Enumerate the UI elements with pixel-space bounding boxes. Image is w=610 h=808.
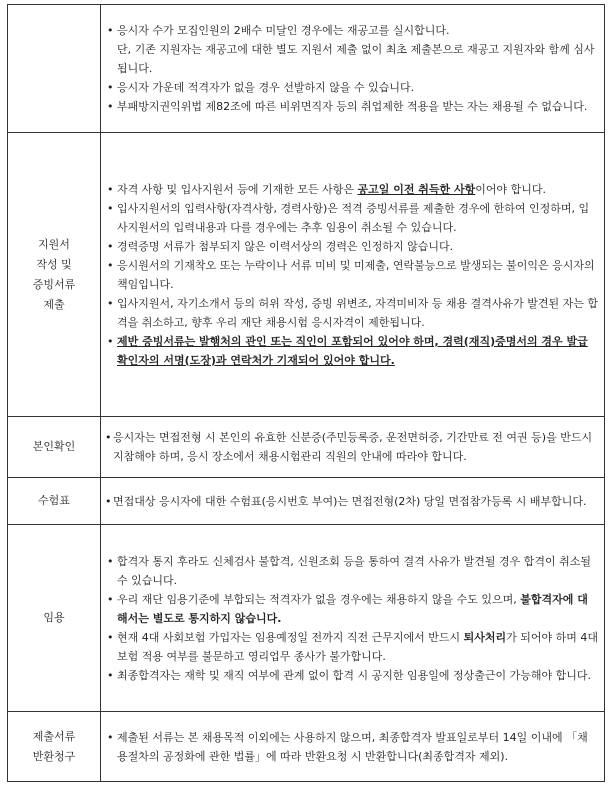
list-item: • 응시자 수가 모집인원의 2배수 미달인 경우에는 재공고를 실시합니다. xyxy=(105,21,598,40)
list-item: • 응시자는 면접전형 시 본인의 유효한 신분증(주민등록증, 운전면허증, 기간만료 전 여권 등)을 반드시 지참해야 하며, 응시 장소에서 채용시험관리 직원의 안내에 따라야 합니다. xyxy=(105,428,598,466)
list-item: • 입사지원서의 입력사항(자격사항, 경력사항)은 적격 증빙서류를 제출한 경우에 한하여 인정하며, 입사지원서의 입력내용과 다를 경우에는 추후 임용이 취소될 수 있습니다. xyxy=(105,199,598,237)
label-line: 증빙서류 xyxy=(32,277,76,291)
table-row xyxy=(8,417,605,478)
row-content xyxy=(101,5,605,133)
row-content xyxy=(101,133,605,417)
row-label-application xyxy=(8,133,101,417)
item-text: 현재 4대 사회보험 가입자는 임용예정일 전까지 직전 근무지에서 반드시 xyxy=(117,630,464,644)
list-item: • 경력증명 서류가 첨부되지 않은 이력서상의 경력은 인정하지 않습니다. xyxy=(105,237,598,256)
emphasis-text: 퇴사처리 xyxy=(463,630,507,644)
list-note: 단, 기존 지원자는 재공고에 대한 별도 지원서 제출 없이 최초 제출본으로 재공고 지원자와 함께 심사됩니다. xyxy=(117,43,595,75)
row-content xyxy=(101,417,605,478)
label-line: 지원서 xyxy=(38,237,70,251)
item-text: 우리 재단 임용기준에 부합되는 적격자가 없을 경우에는 채용하지 않을 수도 있으며, xyxy=(117,592,521,606)
list-item: • 부패방지권익위법 제82조에 따른 비위면직자 등의 취업제한 적용을 받는 자는 채용될 수 없습니다. xyxy=(105,97,598,116)
label-line: 반환청구 xyxy=(32,749,76,763)
row-content xyxy=(101,525,605,712)
label-line: 제출서류 xyxy=(32,729,76,743)
emphasis-text: 공고일 이전 취득한 사항 xyxy=(357,182,476,196)
row-label-appointment: 임용 xyxy=(8,525,101,712)
list-item xyxy=(105,180,598,199)
item-text: 자격 사항 및 입사지원서 등에 기재한 모든 사항은 xyxy=(117,182,358,196)
list-item: • 응시원서의 기재착오 또는 누락이나 서류 미비 및 미제출, 연락불능으로 발생되는 불이익은 응시자의 책임입니다. xyxy=(105,256,598,294)
row-content xyxy=(101,712,605,782)
recruitment-notice-table xyxy=(7,4,605,782)
list-item: • 제출된 서류는 본 채용목적 이외에는 사용하지 않으며, 최종합격자 발표일로부터 14일 이내에 「채용절차의 공정화에 관한 법률」에 따라 반환요청 시 반환합니다(최종합격자 제외). xyxy=(105,728,598,766)
table-row xyxy=(8,133,605,417)
list-item: • 합격자 통지 후라도 신체검사 불합격, 신원조회 등을 통하여 결격 사유가 발견될 경우 합격이 취소될 수 있습니다. xyxy=(105,552,598,590)
table-row xyxy=(8,5,605,133)
table-row xyxy=(8,525,605,712)
list-item xyxy=(105,590,598,628)
list-item xyxy=(105,332,598,370)
row-label-admission-ticket: 수험표 xyxy=(8,478,101,525)
row-label xyxy=(8,5,101,133)
emphasis-text: 불합격자에 대해서는 별도로 통지하지 않습니다. xyxy=(117,592,588,625)
list-item xyxy=(105,628,598,666)
table-row xyxy=(8,712,605,782)
list-item: • 입사지원서, 자기소개서 등의 허위 작성, 증빙 위변조, 자격미비자 등 채용 결격사유가 발견된 자는 합격을 취소하고, 향후 우리 재단 채용시험 응시자격이 제한됩니다. xyxy=(105,294,598,332)
row-content xyxy=(101,478,605,525)
emphasis-text: 제반 증빙서류는 발행처의 관인 또는 직인이 포함되어 있어야 하며, 경력(재직)증명서의 경우 발급확인자의 서명(도장)과 연락처가 기재되어 있어야 합니다. xyxy=(117,334,588,367)
label-line: 작성 및 xyxy=(36,257,72,271)
label-line: 제출 xyxy=(43,297,65,311)
list-item: • 응시자 가운데 적격자가 없을 경우 선발하지 않을 수 있습니다. xyxy=(105,78,598,97)
item-text: 이어야 합니다. xyxy=(475,182,546,196)
item-text: 가 되어야 하며 4대 보험 적용 여부를 불문하고 영리업무 종사가 불가합니다. xyxy=(117,630,599,663)
row-label-document-return xyxy=(8,712,101,782)
table-row xyxy=(8,478,605,525)
row-label-identity: 본인확인 xyxy=(8,417,101,478)
list-item: • 최종합격자는 재학 및 재직 여부에 관계 없이 합격 시 공지한 임용일에 정상출근이 가능해야 합니다. xyxy=(105,666,598,685)
list-item: • 면접대상 응시자에 대한 수험표(응시번호 부여)는 면접전형(2차) 당일 면접참가등록 시 배부합니다. xyxy=(105,492,598,511)
